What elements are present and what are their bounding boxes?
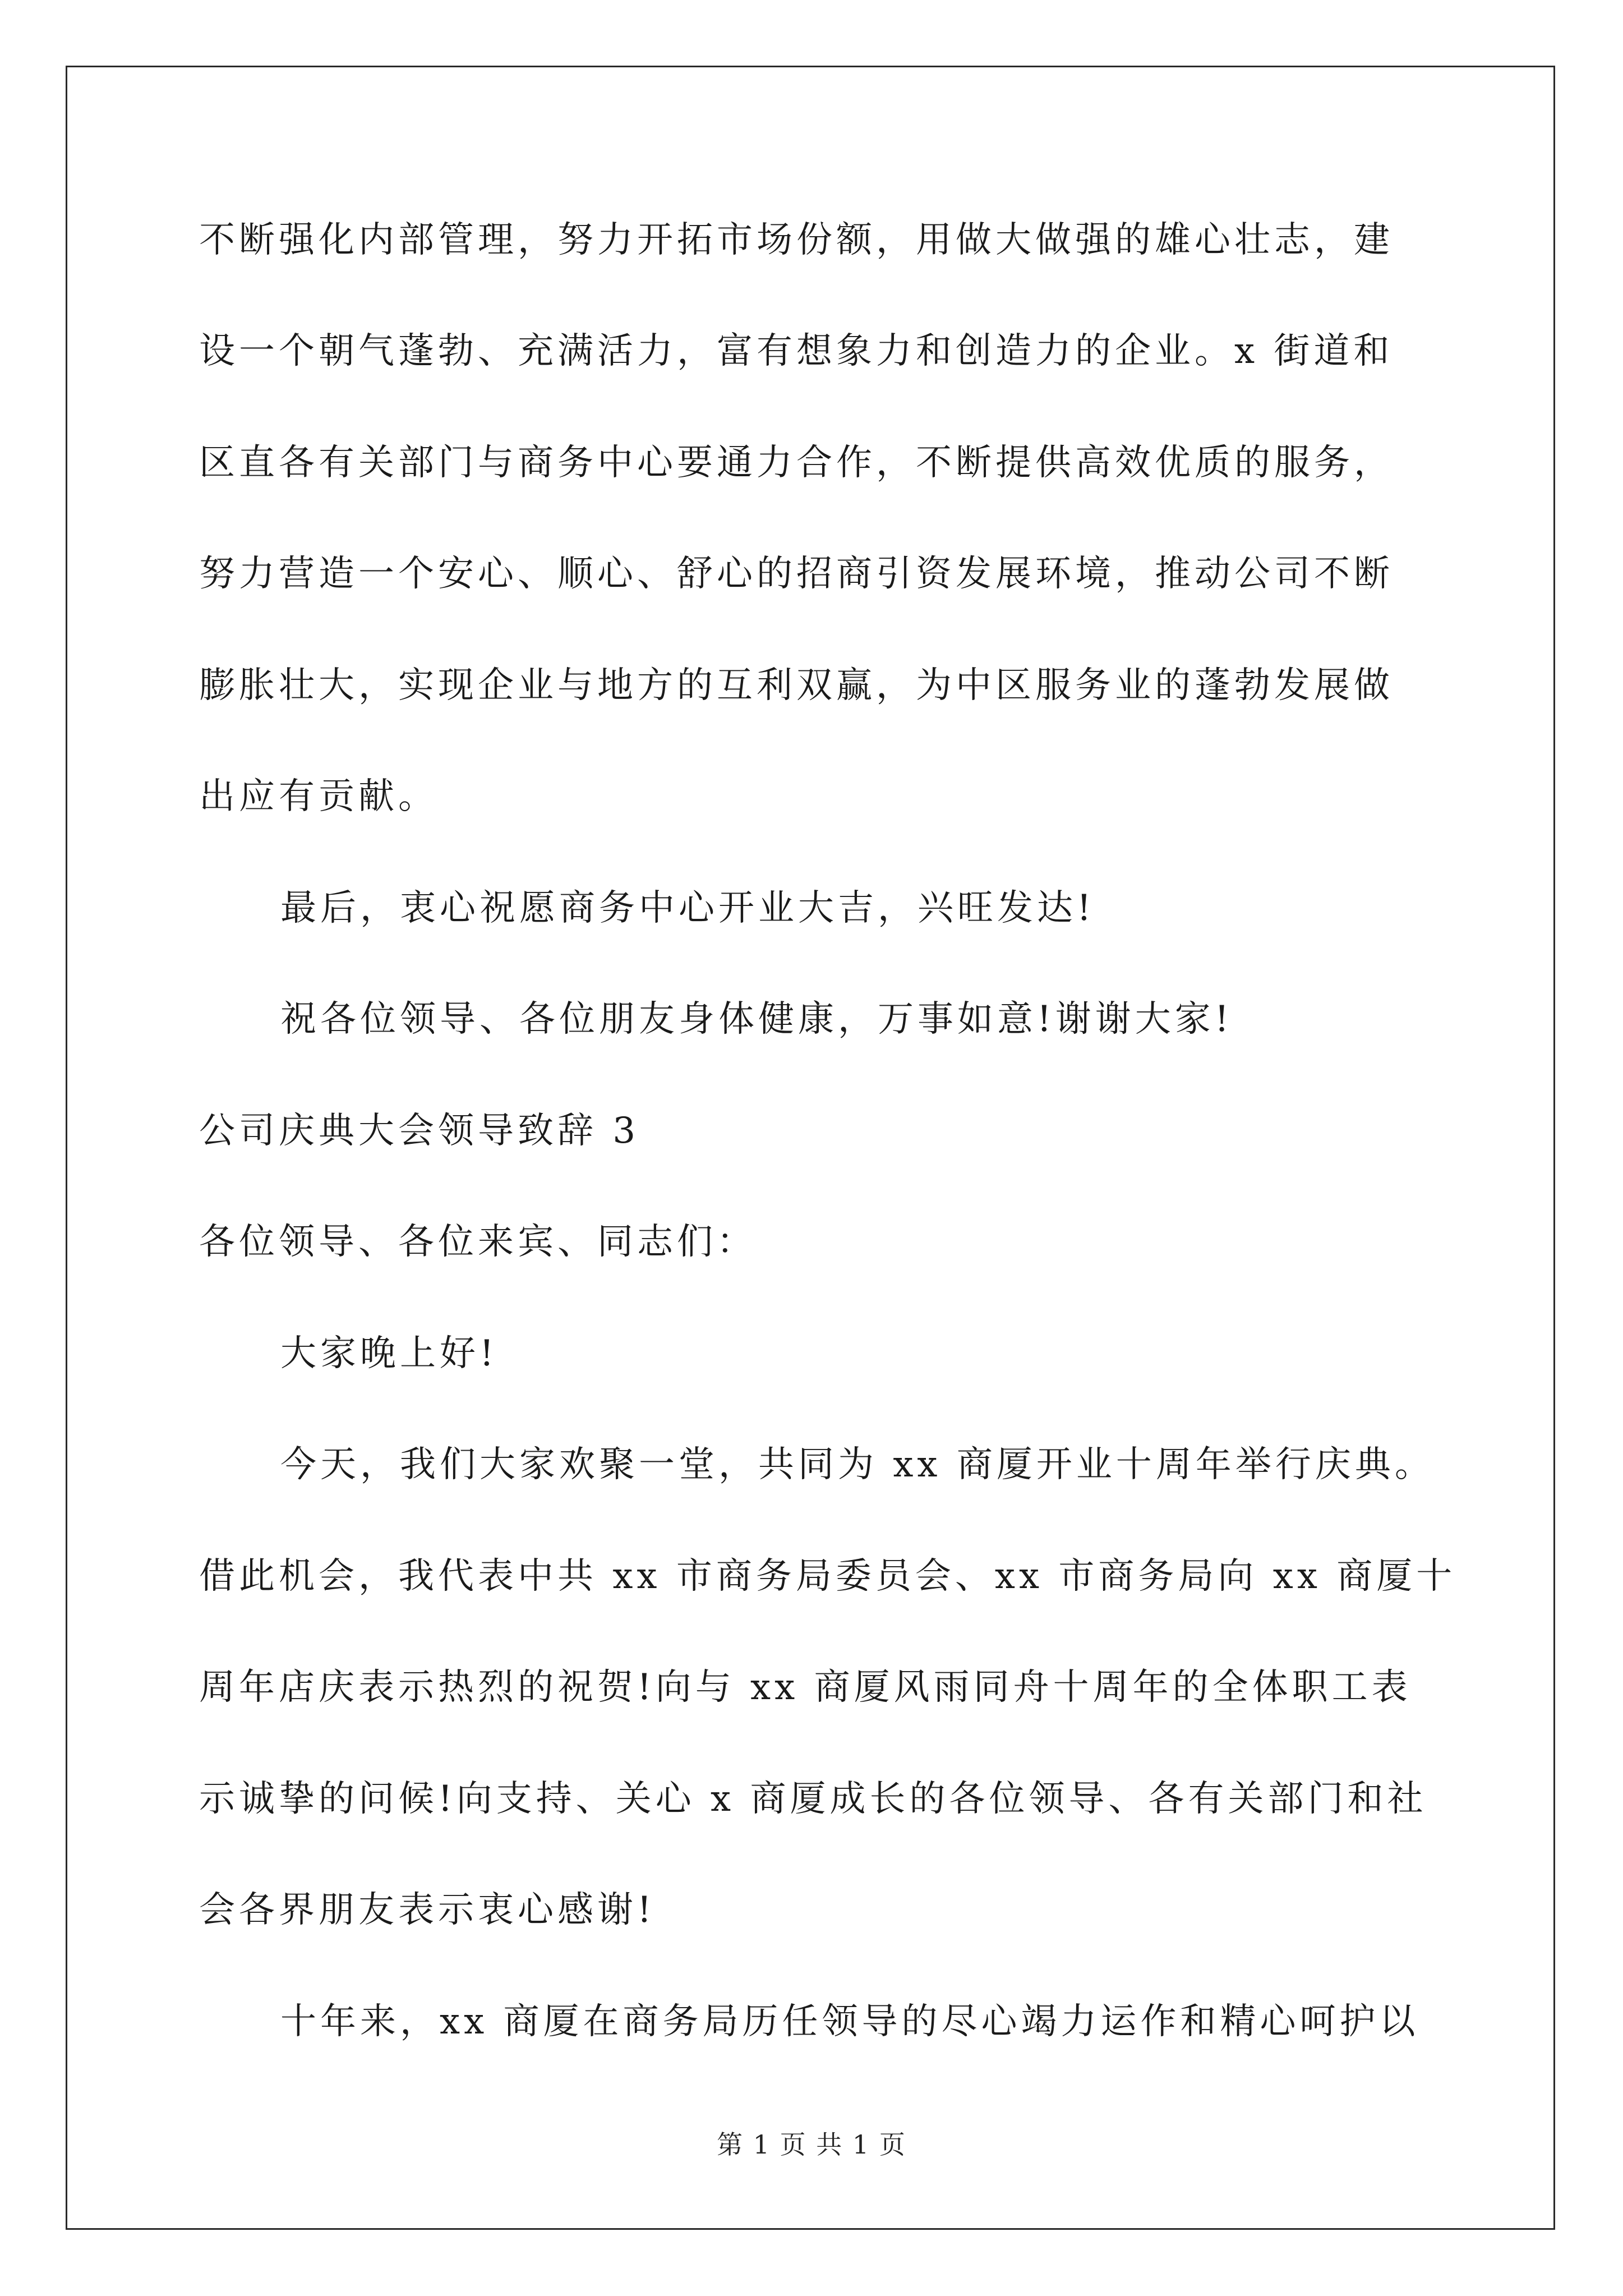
paragraph-line: 会各界朋友表示衷心感谢! xyxy=(199,1889,656,1931)
paragraph-line: 出应有贡献。 xyxy=(199,776,438,817)
paragraph-line: 祝各位领导、各位朋友身体健康，万事如意!谢谢大家! xyxy=(280,999,1233,1040)
paragraph-line: 努力营造一个安心、顺心、舒心的招商引资发展环境，推动公司不断 xyxy=(199,553,1394,595)
paragraph-line: 膨胀壮大，实现企业与地方的互利双赢，为中区服务业的蓬勃发展做 xyxy=(199,665,1394,706)
page-footer: 第 1 页 共 1 页 xyxy=(717,2129,906,2160)
paragraph-line: 区直各有关部门与商务中心要通力合作，不断提供高效优质的服务， xyxy=(199,442,1394,484)
paragraph-line: 最后，衷心祝愿商务中心开业大吉，兴旺发达! xyxy=(280,887,1095,929)
paragraph-line: 示诚挚的问候!向支持、关心 x 商厦成长的各位领导、各有关部门和社 xyxy=(199,1778,1427,1820)
paragraph-line: 设一个朝气蓬勃、充满活力，富有想象力和创造力的企业。x 街道和 xyxy=(199,330,1394,372)
paragraph-line: 周年店庆表示热烈的祝贺!向与 xx 商厦风雨同舟十周年的全体职工表 xyxy=(199,1667,1412,1708)
paragraph-line: 今天，我们大家欢聚一堂，共同为 xx 商厦开业十周年举行庆典。 xyxy=(280,1444,1435,1485)
paragraph-line: 十年来，xx 商厦在商务局历任领导的尽心竭力运作和精心呵护以 xyxy=(280,2001,1419,2042)
section-title: 公司庆典大会领导致辞 3 xyxy=(199,1110,640,1152)
paragraph-line: 不断强化内部管理，努力开拓市场份额，用做大做强的雄心壮志，建 xyxy=(199,219,1394,261)
salutation: 各位领导、各位来宾、同志们： xyxy=(199,1221,757,1263)
paragraph-line: 借此机会，我代表中共 xx 市商务局委员会、xx 市商务局向 xx 商厦十 xyxy=(199,1556,1456,1597)
greeting: 大家晚上好! xyxy=(280,1333,498,1374)
